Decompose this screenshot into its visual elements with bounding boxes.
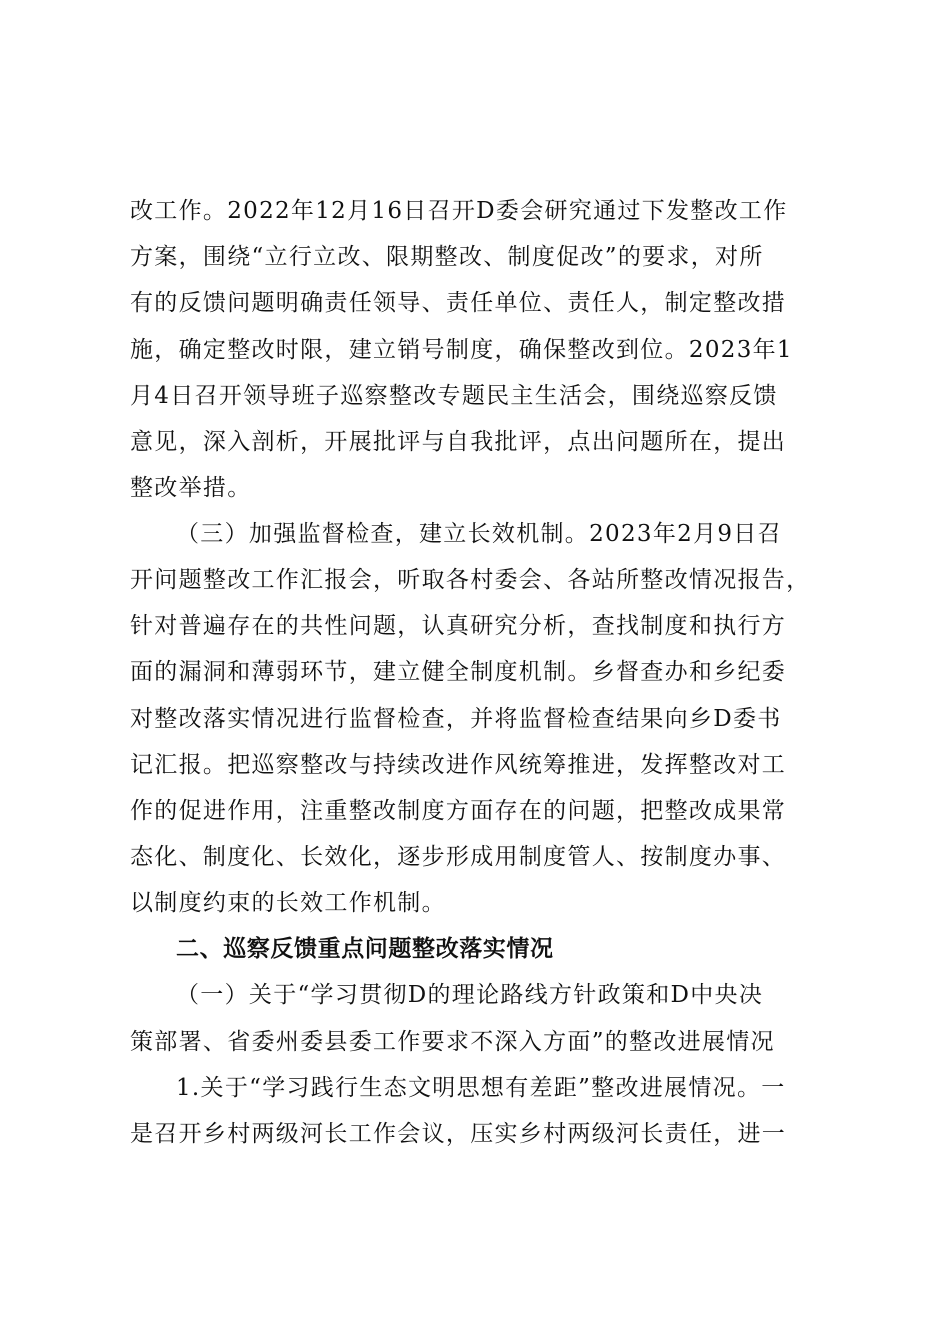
body-text-line: 作的促进作用，注重整改制度方面存在的问题，把整改成果常 — [130, 798, 787, 824]
body-text-line: 记汇报。把巡察整改与持续改进作风统筹推进，发挥整改对工 — [130, 752, 787, 778]
body-text-line: 对整改落实情况进行监督检查，并将监督检查结果向乡D委书 — [130, 706, 782, 732]
body-text-line: 是召开乡村两级河长工作会议，压实乡村两级河长责任，进一 — [130, 1121, 787, 1147]
body-text-line: 面的漏洞和薄弱环节，建立健全制度机制。乡督查办和乡纪委 — [130, 659, 787, 685]
body-text-line: 施，确定整改时限，建立销号制度，确保整改到位。2023年1 — [130, 337, 793, 363]
body-text-line: 整改举措。 — [130, 475, 252, 501]
body-text-line: 月4日召开领导班子巡察整改专题民主生活会，围绕巡察反馈 — [130, 383, 778, 409]
body-text-line: 开问题整改工作汇报会，听取各村委会、各站所整改情况报告， — [130, 567, 811, 593]
body-text-line: 以制度约束的长效工作机制。 — [130, 890, 446, 916]
body-text-line: 意见，深入剖析，开展批评与自我批评，点出问题所在，提出 — [130, 429, 787, 455]
body-text-line: 策部署、省委州委县委工作要求不深入方面”的整改进展情况 — [130, 1029, 775, 1055]
item-paragraph-start: 1.关于“学习践行生态文明思想有差距”整改进展情况。一 — [176, 1075, 786, 1101]
body-text-line: 态化、制度化、长效化，逐步形成用制度管人、按制度办事、 — [130, 844, 787, 870]
body-text-line: 有的反馈问题明确责任领导、责任单位、责任人，制定整改措 — [130, 290, 787, 316]
body-text-line: 改工作。2022年12月16日召开D委会研究通过下发整改工作 — [130, 198, 788, 224]
section-paragraph-start: （三）加强监督检查，建立长效机制。2023年2月9日召 — [176, 521, 782, 547]
body-text-line: 方案，围绕“立行立改、限期整改、制度促改”的要求，对所 — [130, 244, 764, 270]
body-text-line: 针对普遍存在的共性问题，认真研究分析，查找制度和执行方 — [130, 613, 787, 639]
section-heading: 二、巡察反馈重点问题整改落实情况 — [176, 936, 554, 962]
subsection-paragraph-start: （一）关于“学习贯彻D的理论路线方针政策和D中央决 — [176, 982, 764, 1008]
